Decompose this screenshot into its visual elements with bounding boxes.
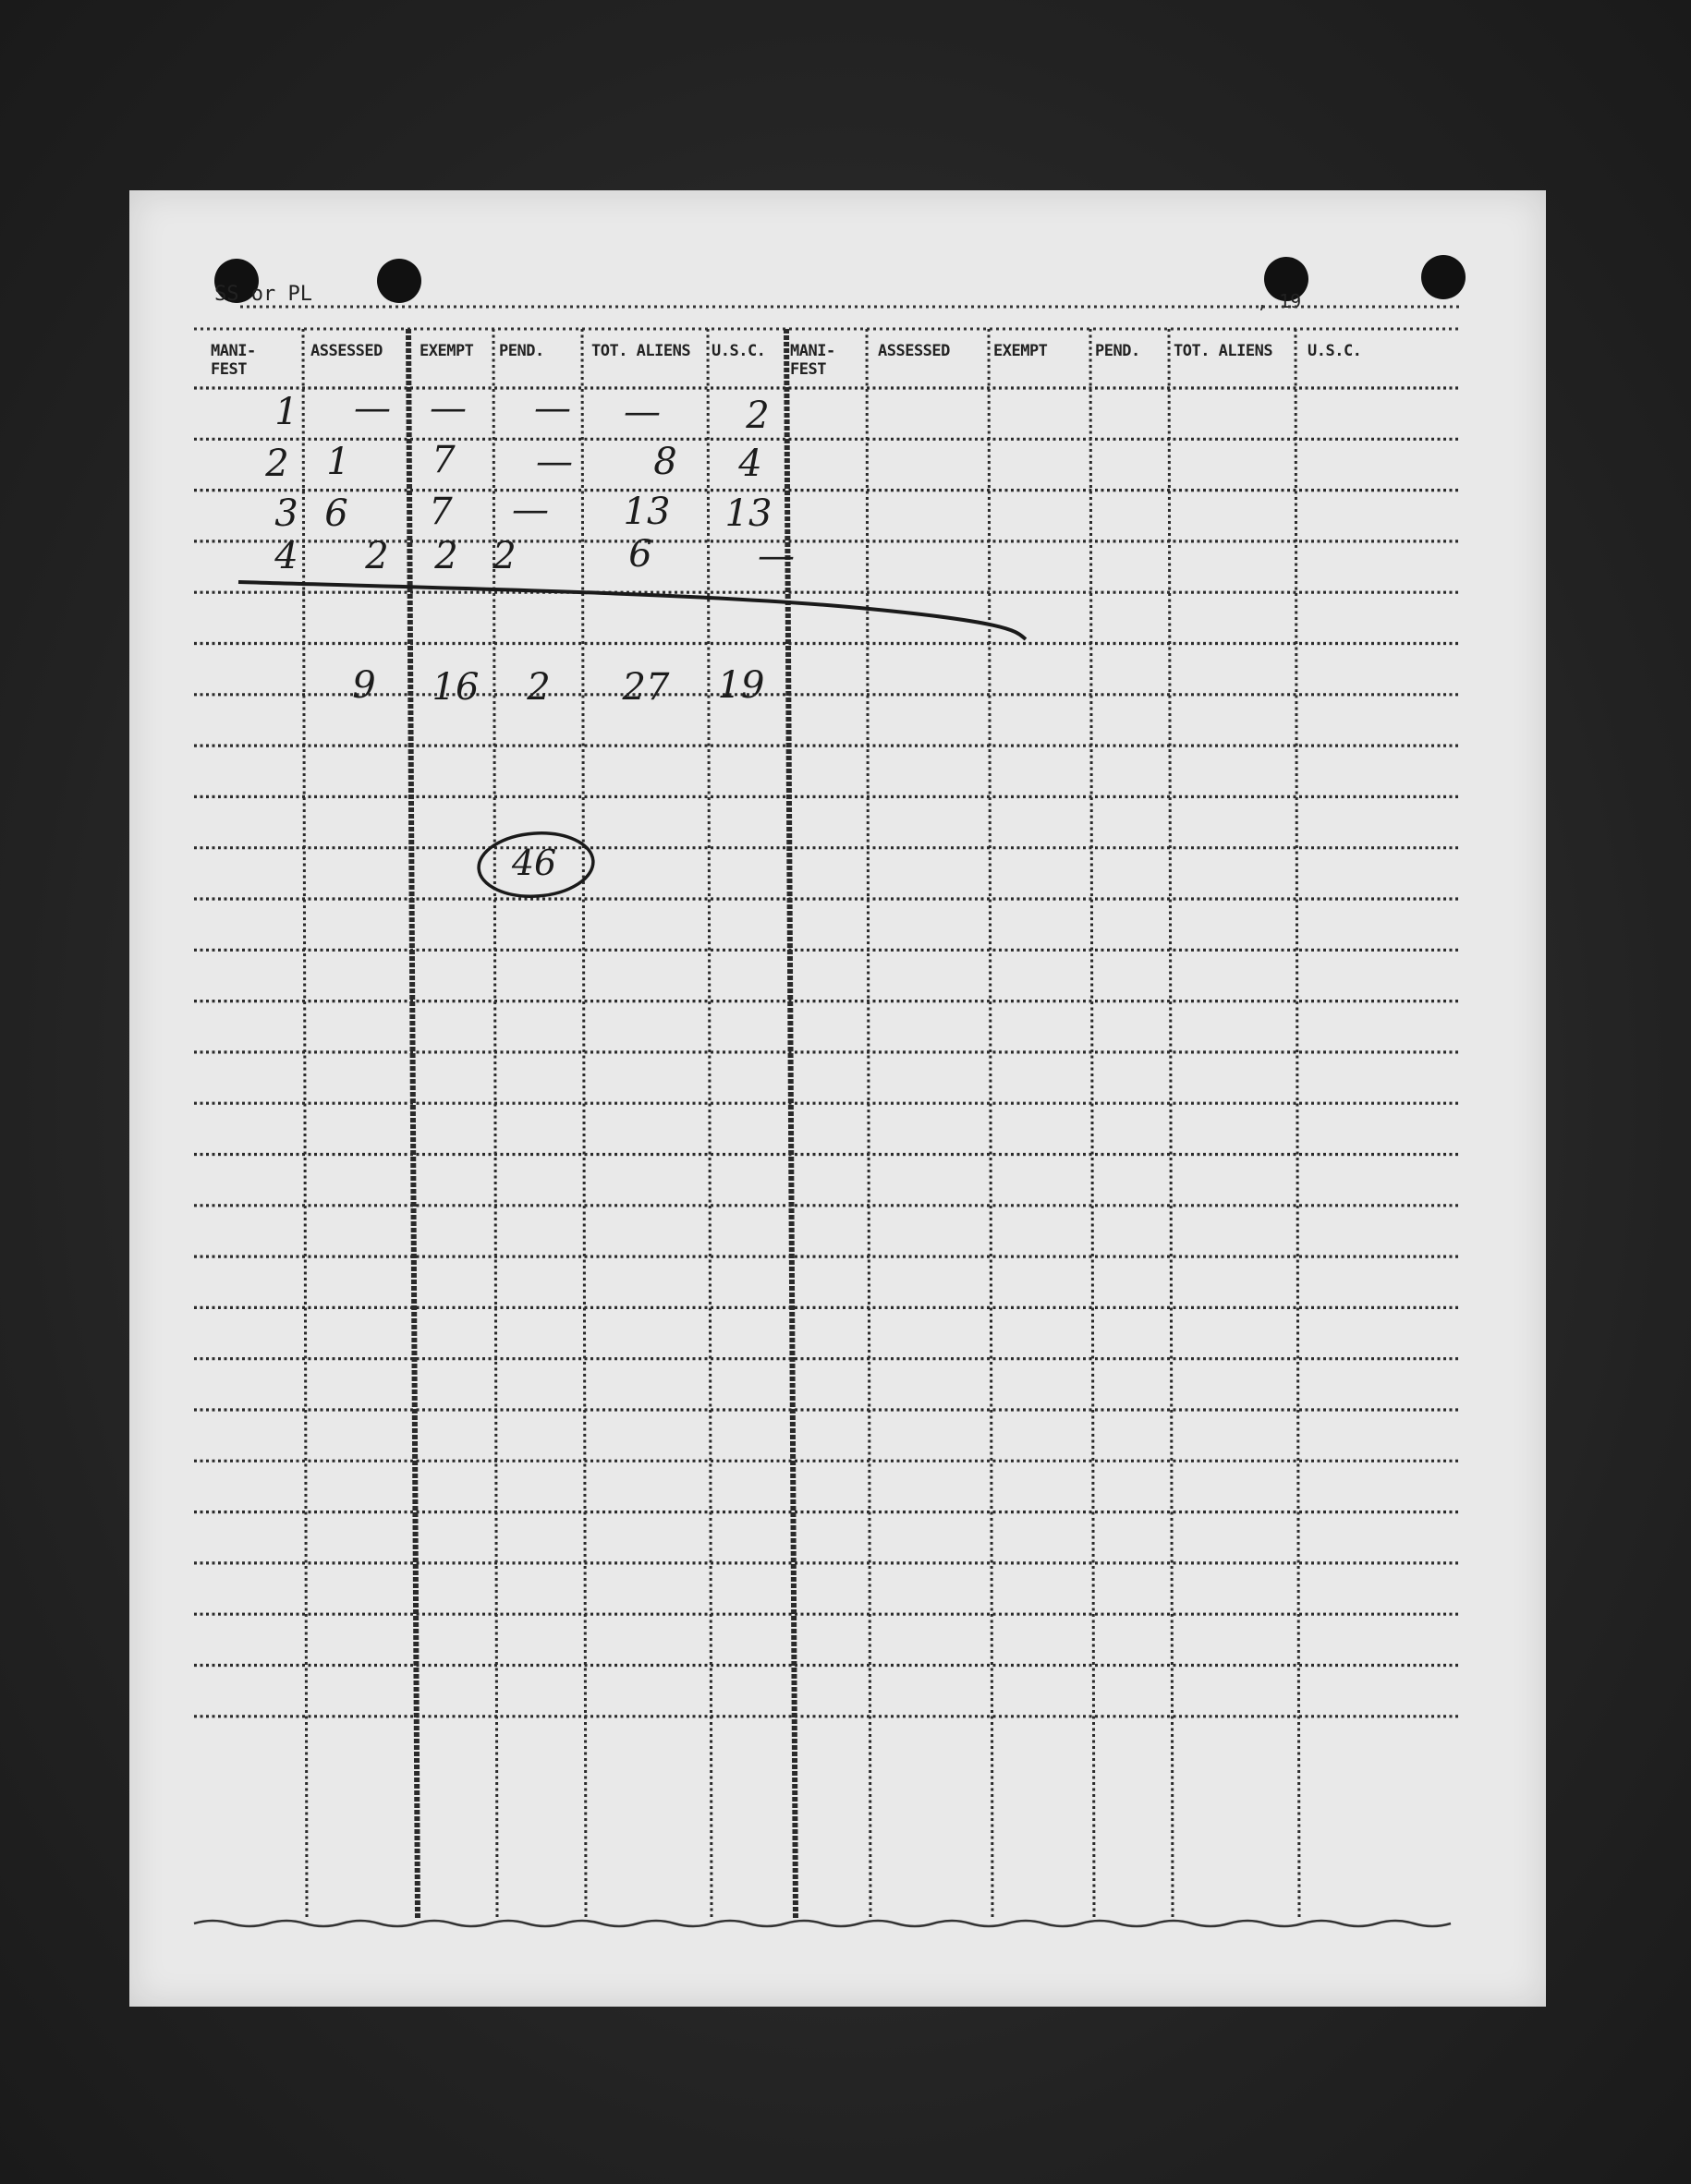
entry-1-exempt: — xyxy=(430,387,467,430)
entry-2-exempt: 7 xyxy=(432,439,456,481)
total-tot-aliens: 27 xyxy=(622,666,670,709)
header-exempt-left: EXEMPT xyxy=(420,342,474,360)
entry-1-usc: 2 xyxy=(746,394,770,437)
entry-1-tot-aliens: — xyxy=(624,391,661,433)
entry-3-usc: 13 xyxy=(724,492,773,535)
total-assessed: 9 xyxy=(352,664,376,707)
form-sheet xyxy=(129,190,1546,2007)
column-rule xyxy=(303,329,307,1918)
column-rule xyxy=(708,329,712,1918)
bottom-wavy-rule xyxy=(194,1921,1451,1926)
entry-2-pend: — xyxy=(536,441,573,483)
entry-4-tot-aliens: 6 xyxy=(628,533,652,576)
entry-2-usc: 4 xyxy=(738,443,762,485)
header-assessed-right: ASSESSED xyxy=(878,342,950,360)
entry-4-assessed: 2 xyxy=(365,535,389,577)
entry-3-tot-aliens: 13 xyxy=(623,491,671,533)
entry-1-assessed: — xyxy=(354,387,391,430)
entry-3-exempt: 7 xyxy=(429,491,453,533)
total-exempt: 16 xyxy=(432,666,480,709)
header-manifest-right: MANI- FEST xyxy=(790,342,835,379)
header-usc-right: U.S.C. xyxy=(1308,342,1362,360)
total-pend: 2 xyxy=(527,666,551,709)
column-rule xyxy=(582,329,586,1918)
entry-2-tot-aliens: 8 xyxy=(653,441,677,483)
entry-4-pend: 2 xyxy=(493,535,517,577)
column-rule xyxy=(408,329,418,1918)
place-label: SS or PL xyxy=(214,283,312,306)
column-rule xyxy=(867,329,870,1918)
entry-1-manifest: 1 xyxy=(274,391,298,433)
column-rule xyxy=(1090,329,1094,1918)
entry-2-assessed: 1 xyxy=(326,441,350,483)
entry-2-manifest: 2 xyxy=(265,443,289,485)
entry-3-assessed: 6 xyxy=(324,492,348,535)
entry-4-manifest: 4 xyxy=(274,535,298,577)
handwritten-sum-line xyxy=(238,582,1026,639)
entry-3-manifest: 3 xyxy=(274,492,298,535)
entry-3-pend: — xyxy=(512,489,549,531)
header-manifest-left: MANI- FEST xyxy=(211,342,256,379)
column-rule xyxy=(1296,329,1299,1918)
grand-total-circled: 46 xyxy=(511,843,557,883)
header-exempt-right: EXEMPT xyxy=(993,342,1048,360)
entry-4-exempt: 2 xyxy=(434,535,458,577)
year-label: , 19 xyxy=(1257,290,1302,312)
header-usc-left: U.S.C. xyxy=(712,342,766,360)
header-pend-right: PEND. xyxy=(1095,342,1140,360)
header-tot-aliens-right: TOT. ALIENS xyxy=(1174,342,1273,360)
header-tot-aliens-left: TOT. ALIENS xyxy=(591,342,691,360)
header-assessed-left: ASSESSED xyxy=(310,342,383,360)
column-rule xyxy=(989,329,992,1918)
column-rule xyxy=(1169,329,1173,1918)
entry-4-usc: — xyxy=(758,535,795,577)
header-pend-left: PEND. xyxy=(499,342,544,360)
entry-1-pend: — xyxy=(534,387,571,430)
total-usc: 19 xyxy=(717,664,765,707)
